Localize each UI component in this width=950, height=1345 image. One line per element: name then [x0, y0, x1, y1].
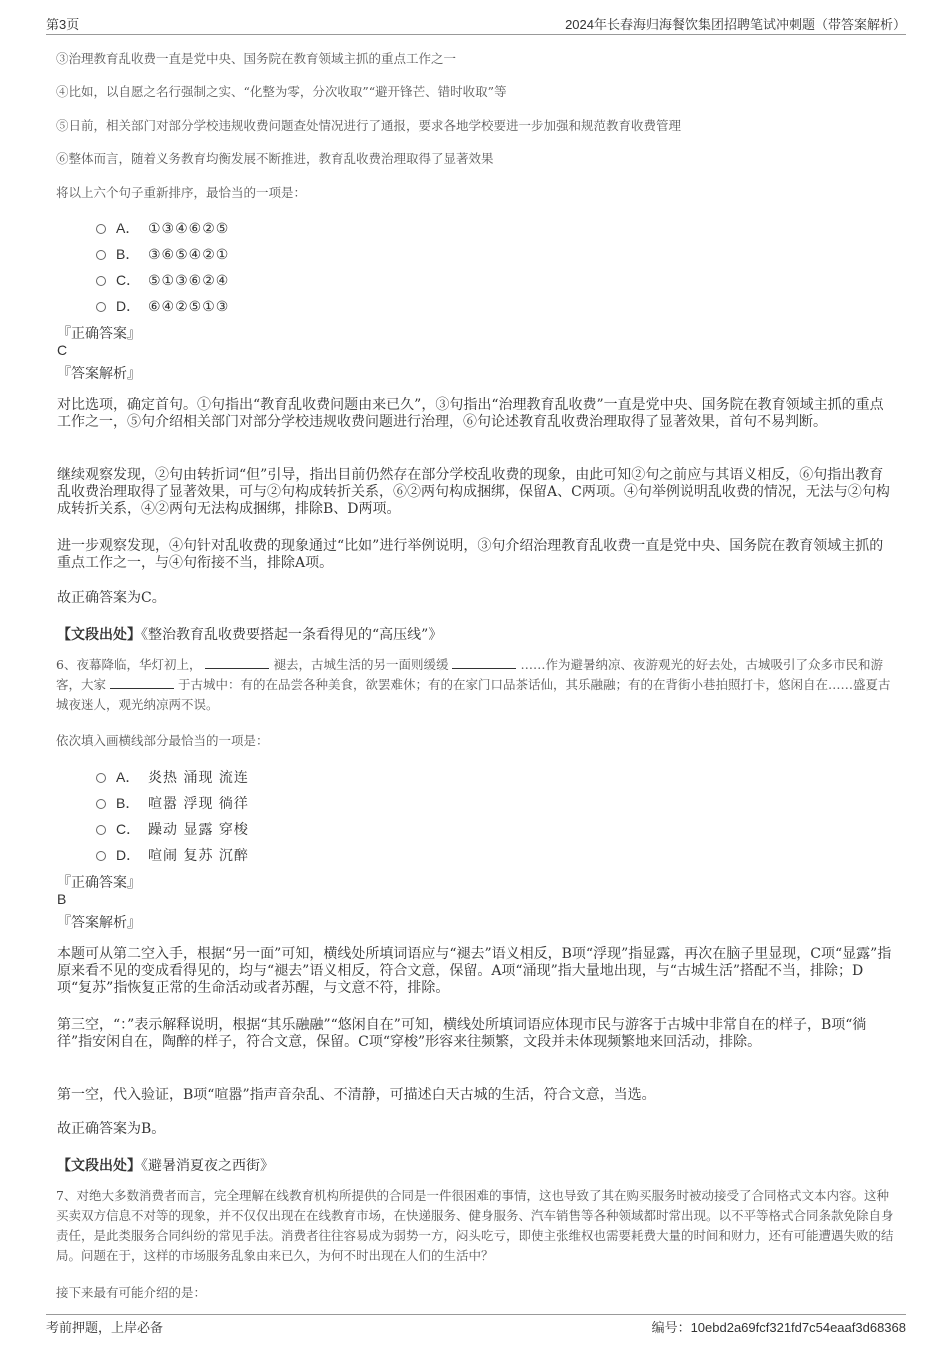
q5-correct-answer: C	[57, 342, 68, 358]
q7-prompt: 接下来最有可能介绍的是：	[56, 1285, 207, 1300]
q6-analysis-label: 『答案解析』	[57, 915, 141, 931]
q5-option-c[interactable]: C． ⑤①③⑥②④	[96, 270, 229, 290]
q6-analysis-4: 故正确答案为B。	[57, 1121, 166, 1137]
q5-prompt: 将以上六个句子重新排序，最恰当的一项是：	[56, 185, 307, 200]
q6-analysis-1: 本题可从第二空入手，根据“另一面”可知，横线处所填词语应与“褪去”语义相反，B项“浮现”指显露，再次在脑子里显现，C项“显露”指原来看不见的变成看得见的，均与“褪去”语义相反，符合文意，保留。A项“涌现”指大量地出现，与“古城生活”搭配不当，排除；D项“复苏”指恢复正常的生命活动或者苏醒，与文意不符，排除。	[57, 946, 892, 996]
q5-sentence-5: ⑤日前，相关部门对部分学校违规收费问题查处情况进行了通报，要求各地学校要进一步加强和规范教育收费管理	[56, 118, 682, 133]
q6-correct-label: 『正确答案』	[57, 875, 141, 891]
q5-analysis-4: 故正确答案为C。	[57, 590, 166, 606]
radio-icon[interactable]	[96, 825, 106, 835]
q6-source-title: 《避暑消夏夜之西街》	[141, 1158, 274, 1174]
q7-question: 7、对绝大多数消费者而言，完全理解在线教育机构所提供的合同是一件很困难的事情，这也导致了其在购买服务时被动接受了合同格式文本内容。这种买卖双方信息不对等的现象，并不仅仅出现在在线教育市场，在快递服务、健身服务、汽车销售等各种领域都时常出现。以不平等格式合同条款免除自身责任，是此类服务合同纠纷的常见手法。消费者往往容易成为弱势一方，闷头吃亏，即使主张维权也需要耗费大量的时间和财力，还有可能遭遇失败的结局。问题在于，这样的市场服务乱象由来已久，为何不时出现在人们的生活中？	[56, 1188, 894, 1263]
q5-source: 【文段出处】《整治教育乱收费要搭起一条看得见的“高压线”》	[57, 627, 443, 643]
q5-sentence-3: ③治理教育乱收费一直是党中央、国务院在教育领域主抓的重点工作之一	[56, 51, 457, 66]
document-id: 编号：10ebd2a69fcf321fd7c54eaaf3d68368	[651, 1320, 906, 1335]
radio-icon[interactable]	[96, 224, 106, 234]
fill-blank-1[interactable]	[205, 658, 269, 669]
fill-blank-3[interactable]	[110, 678, 174, 689]
page-number: 第3页	[46, 17, 80, 32]
radio-icon[interactable]	[96, 250, 106, 260]
q6-option-d[interactable]: D． 喧闹 复苏 沉醉	[96, 845, 249, 865]
page-footer	[46, 1314, 906, 1335]
q5-sentence-4: ④比如，以自愿之名行强制之实、“化整为零，分次收取”“避开锋芒、错时收取”等	[56, 84, 507, 99]
q6-analysis-3: 第一空，代入验证，B项“喧嚣”指声音杂乱、不清静，可描述白天古城的生活，符合文意，当选。	[57, 1087, 656, 1103]
q6-option-a[interactable]: A． 炎热 涌现 流连	[96, 767, 249, 787]
q5-correct-label: 『正确答案』	[57, 326, 141, 342]
q5-analysis-2: 继续观察发现，②句由转折词“但”引导，指出目前仍然存在部分学校乱收费的现象，由此可知②句之前应与其语义相反，⑥句指出教育乱收费治理取得了显著效果，可与②句构成转折关系，⑥②两句构成捆绑，保留A、C两项。④句举例说明乱收费的情况，无法与②句构成转折关系，④②两句无法构成捆绑，排除B、D两项。	[57, 467, 890, 517]
q5-source-title: 《整治教育乱收费要搭起一条看得见的“高压线”》	[141, 627, 443, 643]
document-title: 2024年长春海归海餐饮集团招聘笔试冲刺题（带答案解析）	[565, 17, 906, 32]
radio-icon[interactable]	[96, 302, 106, 312]
q6-prompt: 依次填入画横线部分最恰当的一项是：	[56, 733, 269, 748]
radio-icon[interactable]	[96, 773, 106, 783]
q6-analysis-2: 第三空，“：”表示解释说明，根据“其乐融融”“悠闲自在”可知，横线处所填词语应体现市民与游客于古城中非常自在的样子，B项“徜徉”指安闲自在，陶醉的样子，符合文意，保留。C项“穿梭”形容来往频繁，文段并未体现频繁地来回活动，排除。	[57, 1017, 867, 1050]
q5-sentence-6: ⑥整体而言，随着义务教育均衡发展不断推进，教育乱收费治理取得了显著效果	[56, 151, 494, 166]
q6-option-c[interactable]: C． 躁动 显露 穿梭	[96, 819, 249, 839]
page-header	[46, 14, 906, 35]
q6-correct-answer: B	[57, 891, 67, 907]
q5-option-a[interactable]: A． ①③④⑥②⑤	[96, 218, 229, 238]
q5-option-b[interactable]: B． ③⑥⑤④②①	[96, 244, 229, 264]
q5-analysis-3: 进一步观察发现，④句针对乱收费的现象通过“比如”进行举例说明，③句介绍治理教育乱收费一直是党中央、国务院在教育领域主抓的重点工作之一，与④句衔接不当，排除A项。	[57, 538, 884, 571]
radio-icon[interactable]	[96, 851, 106, 861]
q5-analysis-1: 对比选项，确定首句。①句指出“教育乱收费问题由来已久”，③句指出“治理教育乱收费”一直是党中央、国务院在教育领域主抓的重点工作之一，⑤句介绍相关部门对部分学校违规收费问题进行治理，⑥句论述教育乱收费治理取得了显著效果，首句不易判断。	[57, 397, 884, 430]
fill-blank-2[interactable]	[452, 658, 516, 669]
q5-option-d[interactable]: D． ⑥④②⑤①③	[96, 296, 229, 316]
q6-option-b[interactable]: B． 喧嚣 浮现 徜徉	[96, 793, 249, 813]
footer-slogan: 考前押题，上岸必备	[46, 1321, 164, 1336]
q5-analysis-label: 『答案解析』	[57, 366, 141, 382]
q6-question: 6、夜幕降临，华灯初上， 褪去，古城生活的另一面则缓缓 ……作为避暑纳凉、夜游观光的好去处，古城吸引了众多市民和游客，大家 于古城中：有的在品尝各种美食，欲罢难休；有的在家门口品茶话仙，其乐融融；有的在背街小巷拍照打卡，悠闲自在……盛夏古城夜迷人，观光纳凉两不误。	[56, 657, 891, 712]
radio-icon[interactable]	[96, 276, 106, 286]
q6-source: 【文段出处】《避暑消夏夜之西街》	[57, 1158, 274, 1174]
radio-icon[interactable]	[96, 799, 106, 809]
